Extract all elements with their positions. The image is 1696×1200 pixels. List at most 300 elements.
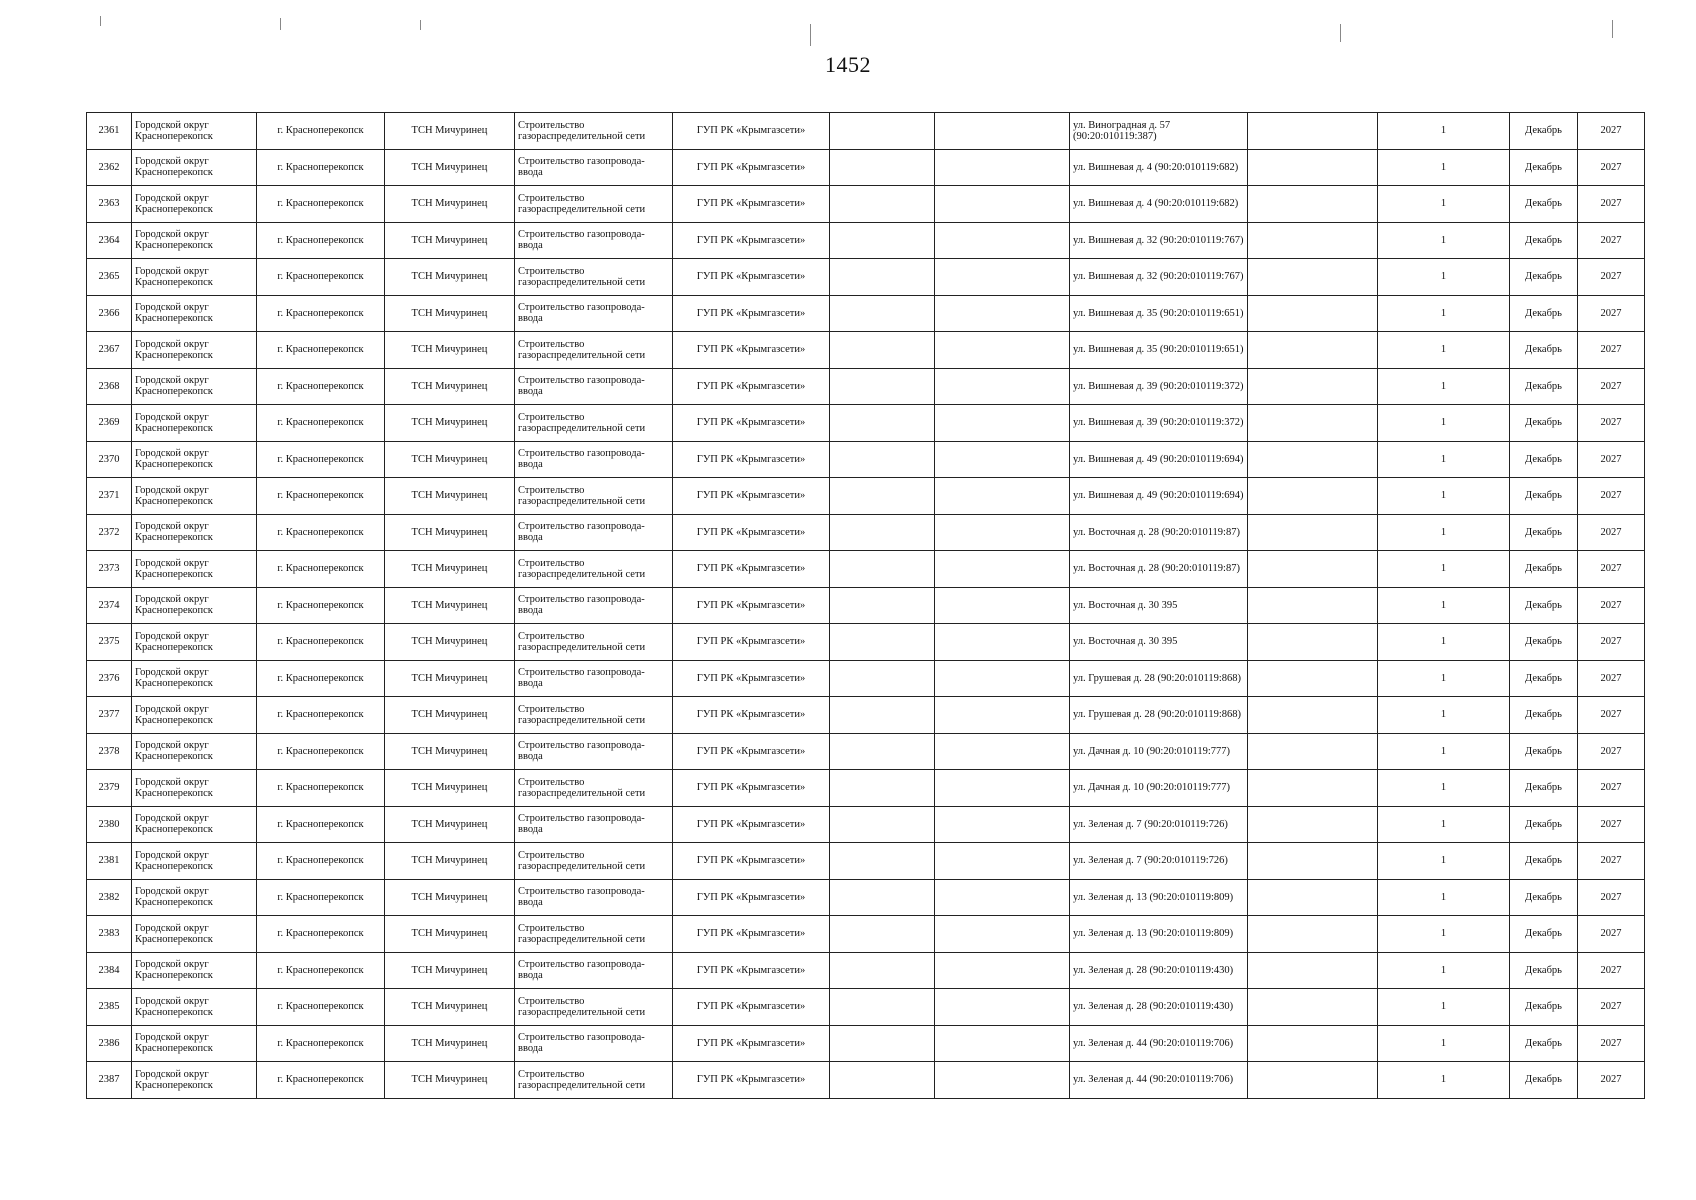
table-row: [87, 259, 1645, 296]
empty-cell: [1248, 733, 1378, 770]
year-cell: 2027: [1578, 843, 1645, 880]
empty-cell: [830, 660, 935, 697]
city-cell: г. Красноперекопск: [257, 989, 385, 1026]
month-cell: Декабрь: [1510, 879, 1578, 916]
city-cell: г. Красноперекопск: [257, 441, 385, 478]
empty-cell: [1248, 843, 1378, 880]
year-cell: 2027: [1578, 478, 1645, 515]
contractor-cell: ГУП РК «Крымгазсети»: [673, 551, 830, 588]
empty-cell: [1248, 697, 1378, 734]
partnership-cell: ТСН Мичуринец: [385, 478, 515, 515]
partnership-cell: ТСН Мичуринец: [385, 514, 515, 551]
table-row: [87, 332, 1645, 369]
address-cell: ул. Зеленая д. 28 (90:20:010119:430): [1070, 989, 1248, 1026]
empty-cell: [1248, 624, 1378, 661]
district-cell: Городской округ Красноперекопск: [132, 332, 257, 369]
district-cell: Городской округ Красноперекопск: [132, 587, 257, 624]
city-cell: г. Красноперекопск: [257, 113, 385, 150]
year-cell: 2027: [1578, 186, 1645, 223]
year-cell: 2027: [1578, 879, 1645, 916]
empty-cell: [935, 113, 1070, 150]
empty-cell: [935, 879, 1070, 916]
partnership-cell: ТСН Мичуринец: [385, 368, 515, 405]
district-cell: Городской округ Красноперекопск: [132, 660, 257, 697]
city-cell: г. Красноперекопск: [257, 295, 385, 332]
year-cell: 2027: [1578, 222, 1645, 259]
table-row: [87, 697, 1645, 734]
page-number: 1452: [825, 52, 871, 77]
empty-cell: [830, 733, 935, 770]
table-row: [87, 843, 1645, 880]
scan-mark: [810, 24, 811, 46]
work-type-cell: Строительство газопровода-ввода: [515, 879, 673, 916]
city-cell: г. Красноперекопск: [257, 660, 385, 697]
empty-cell: [935, 149, 1070, 186]
quantity-cell: 1: [1378, 551, 1510, 588]
empty-cell: [935, 1025, 1070, 1062]
address-cell: ул. Восточная д. 30 395: [1070, 587, 1248, 624]
district-cell: Городской округ Красноперекопск: [132, 624, 257, 661]
quantity-cell: 1: [1378, 587, 1510, 624]
district-cell: Городской округ Красноперекопск: [132, 952, 257, 989]
empty-cell: [830, 989, 935, 1026]
year-cell: 2027: [1578, 113, 1645, 150]
month-cell: Декабрь: [1510, 113, 1578, 150]
address-cell: ул. Вишневая д. 32 (90:20:010119:767): [1070, 259, 1248, 296]
quantity-cell: 1: [1378, 989, 1510, 1026]
work-type-cell: Строительство газопровода-ввода: [515, 368, 673, 405]
address-cell: ул. Вишневая д. 39 (90:20:010119:372): [1070, 368, 1248, 405]
empty-cell: [1248, 916, 1378, 953]
year-cell: 2027: [1578, 660, 1645, 697]
month-cell: Декабрь: [1510, 405, 1578, 442]
month-cell: Декабрь: [1510, 222, 1578, 259]
table-row: [87, 952, 1645, 989]
row-number-cell: 2383: [87, 916, 132, 953]
table-row: [87, 149, 1645, 186]
month-cell: Декабрь: [1510, 916, 1578, 953]
empty-cell: [935, 551, 1070, 588]
contractor-cell: ГУП РК «Крымгазсети»: [673, 368, 830, 405]
year-cell: 2027: [1578, 952, 1645, 989]
partnership-cell: ТСН Мичуринец: [385, 259, 515, 296]
table-row: [87, 660, 1645, 697]
row-number-cell: 2384: [87, 952, 132, 989]
year-cell: 2027: [1578, 332, 1645, 369]
address-cell: ул. Восточная д. 30 395: [1070, 624, 1248, 661]
address-cell: ул. Восточная д. 28 (90:20:010119:87): [1070, 514, 1248, 551]
table-row: [87, 514, 1645, 551]
empty-cell: [1248, 186, 1378, 223]
district-cell: Городской округ Красноперекопск: [132, 733, 257, 770]
quantity-cell: 1: [1378, 405, 1510, 442]
year-cell: 2027: [1578, 697, 1645, 734]
month-cell: Декабрь: [1510, 989, 1578, 1026]
contractor-cell: ГУП РК «Крымгазсети»: [673, 952, 830, 989]
quantity-cell: 1: [1378, 113, 1510, 150]
row-number-cell: 2373: [87, 551, 132, 588]
empty-cell: [935, 770, 1070, 807]
empty-cell: [935, 259, 1070, 296]
month-cell: Декабрь: [1510, 1025, 1578, 1062]
partnership-cell: ТСН Мичуринец: [385, 1062, 515, 1099]
row-number-cell: 2371: [87, 478, 132, 515]
contractor-cell: ГУП РК «Крымгазсети»: [673, 295, 830, 332]
partnership-cell: ТСН Мичуринец: [385, 587, 515, 624]
contractor-cell: ГУП РК «Крымгазсети»: [673, 697, 830, 734]
empty-cell: [830, 222, 935, 259]
city-cell: г. Красноперекопск: [257, 733, 385, 770]
month-cell: Декабрь: [1510, 660, 1578, 697]
quantity-cell: 1: [1378, 332, 1510, 369]
empty-cell: [935, 952, 1070, 989]
quantity-cell: 1: [1378, 806, 1510, 843]
work-type-cell: Строительство газопровода-ввода: [515, 1025, 673, 1062]
empty-cell: [830, 478, 935, 515]
partnership-cell: ТСН Мичуринец: [385, 952, 515, 989]
empty-cell: [830, 843, 935, 880]
table-row: [87, 551, 1645, 588]
empty-cell: [1248, 332, 1378, 369]
city-cell: г. Красноперекопск: [257, 916, 385, 953]
contractor-cell: ГУП РК «Крымгазсети»: [673, 259, 830, 296]
district-cell: Городской округ Красноперекопск: [132, 405, 257, 442]
table-body: [87, 113, 1645, 1099]
row-number-cell: 2377: [87, 697, 132, 734]
district-cell: Городской округ Красноперекопск: [132, 697, 257, 734]
address-cell: ул. Вишневая д. 32 (90:20:010119:767): [1070, 222, 1248, 259]
table-row: [87, 1062, 1645, 1099]
register-table: [86, 112, 1645, 1099]
empty-cell: [1248, 1062, 1378, 1099]
contractor-cell: ГУП РК «Крымгазсети»: [673, 624, 830, 661]
empty-cell: [830, 368, 935, 405]
row-number-cell: 2363: [87, 186, 132, 223]
empty-cell: [830, 295, 935, 332]
year-cell: 2027: [1578, 295, 1645, 332]
contractor-cell: ГУП РК «Крымгазсети»: [673, 222, 830, 259]
city-cell: г. Красноперекопск: [257, 697, 385, 734]
year-cell: 2027: [1578, 624, 1645, 661]
month-cell: Декабрь: [1510, 551, 1578, 588]
row-number-cell: 2366: [87, 295, 132, 332]
year-cell: 2027: [1578, 368, 1645, 405]
row-number-cell: 2368: [87, 368, 132, 405]
table-row: [87, 806, 1645, 843]
empty-cell: [830, 624, 935, 661]
month-cell: Декабрь: [1510, 952, 1578, 989]
table-row: [87, 405, 1645, 442]
district-cell: Городской округ Красноперекопск: [132, 989, 257, 1026]
table-row: [87, 989, 1645, 1026]
quantity-cell: 1: [1378, 843, 1510, 880]
address-cell: ул. Виноградная д. 57 (90:20:010119:387): [1070, 113, 1248, 150]
partnership-cell: ТСН Мичуринец: [385, 1025, 515, 1062]
work-type-cell: Строительство газопровода-ввода: [515, 222, 673, 259]
partnership-cell: ТСН Мичуринец: [385, 222, 515, 259]
empty-cell: [1248, 113, 1378, 150]
contractor-cell: ГУП РК «Крымгазсети»: [673, 1025, 830, 1062]
partnership-cell: ТСН Мичуринец: [385, 624, 515, 661]
empty-cell: [935, 405, 1070, 442]
work-type-cell: Строительство газопровода-ввода: [515, 733, 673, 770]
row-number-cell: 2379: [87, 770, 132, 807]
empty-cell: [935, 587, 1070, 624]
empty-cell: [830, 259, 935, 296]
year-cell: 2027: [1578, 514, 1645, 551]
empty-cell: [1248, 587, 1378, 624]
city-cell: г. Красноперекопск: [257, 222, 385, 259]
city-cell: г. Красноперекопск: [257, 149, 385, 186]
empty-cell: [935, 697, 1070, 734]
row-number-cell: 2361: [87, 113, 132, 150]
district-cell: Городской округ Красноперекопск: [132, 478, 257, 515]
city-cell: г. Красноперекопск: [257, 587, 385, 624]
table-row: [87, 733, 1645, 770]
year-cell: 2027: [1578, 1025, 1645, 1062]
month-cell: Декабрь: [1510, 441, 1578, 478]
empty-cell: [935, 806, 1070, 843]
district-cell: Городской округ Красноперекопск: [132, 1062, 257, 1099]
empty-cell: [935, 916, 1070, 953]
empty-cell: [1248, 952, 1378, 989]
month-cell: Декабрь: [1510, 843, 1578, 880]
address-cell: ул. Вишневая д. 4 (90:20:010119:682): [1070, 186, 1248, 223]
empty-cell: [1248, 149, 1378, 186]
month-cell: Декабрь: [1510, 332, 1578, 369]
table-row: [87, 295, 1645, 332]
city-cell: г. Красноперекопск: [257, 1062, 385, 1099]
address-cell: ул. Дачная д. 10 (90:20:010119:777): [1070, 770, 1248, 807]
work-type-cell: Строительство газопровода-ввода: [515, 149, 673, 186]
row-number-cell: 2376: [87, 660, 132, 697]
contractor-cell: ГУП РК «Крымгазсети»: [673, 149, 830, 186]
row-number-cell: 2382: [87, 879, 132, 916]
address-cell: ул. Грушевая д. 28 (90:20:010119:868): [1070, 660, 1248, 697]
empty-cell: [830, 587, 935, 624]
contractor-cell: ГУП РК «Крымгазсети»: [673, 332, 830, 369]
city-cell: г. Красноперекопск: [257, 405, 385, 442]
city-cell: г. Красноперекопск: [257, 259, 385, 296]
empty-cell: [830, 879, 935, 916]
contractor-cell: ГУП РК «Крымгазсети»: [673, 806, 830, 843]
empty-cell: [830, 149, 935, 186]
empty-cell: [1248, 478, 1378, 515]
partnership-cell: ТСН Мичуринец: [385, 806, 515, 843]
work-type-cell: Строительство газопровода-ввода: [515, 587, 673, 624]
work-type-cell: Строительство газораспределительной сети: [515, 697, 673, 734]
work-type-cell: Строительство газораспределительной сети: [515, 989, 673, 1026]
contractor-cell: ГУП РК «Крымгазсети»: [673, 186, 830, 223]
work-type-cell: Строительство газораспределительной сети: [515, 332, 673, 369]
empty-cell: [1248, 405, 1378, 442]
table-row: [87, 368, 1645, 405]
table-row: [87, 916, 1645, 953]
address-cell: ул. Вишневая д. 35 (90:20:010119:651): [1070, 332, 1248, 369]
address-cell: ул. Вишневая д. 49 (90:20:010119:694): [1070, 478, 1248, 515]
empty-cell: [935, 186, 1070, 223]
city-cell: г. Красноперекопск: [257, 478, 385, 515]
address-cell: ул. Зеленая д. 44 (90:20:010119:706): [1070, 1062, 1248, 1099]
month-cell: Декабрь: [1510, 149, 1578, 186]
month-cell: Декабрь: [1510, 733, 1578, 770]
row-number-cell: 2381: [87, 843, 132, 880]
table-row: [87, 587, 1645, 624]
empty-cell: [830, 514, 935, 551]
empty-cell: [830, 405, 935, 442]
contractor-cell: ГУП РК «Крымгазсети»: [673, 587, 830, 624]
work-type-cell: Строительство газораспределительной сети: [515, 478, 673, 515]
scan-mark: [420, 20, 421, 30]
month-cell: Декабрь: [1510, 514, 1578, 551]
empty-cell: [1248, 368, 1378, 405]
city-cell: г. Красноперекопск: [257, 186, 385, 223]
year-cell: 2027: [1578, 587, 1645, 624]
city-cell: г. Красноперекопск: [257, 551, 385, 588]
empty-cell: [1248, 879, 1378, 916]
month-cell: Декабрь: [1510, 295, 1578, 332]
empty-cell: [1248, 259, 1378, 296]
month-cell: Декабрь: [1510, 624, 1578, 661]
district-cell: Городской округ Красноперекопск: [132, 1025, 257, 1062]
quantity-cell: 1: [1378, 259, 1510, 296]
contractor-cell: ГУП РК «Крымгазсети»: [673, 514, 830, 551]
address-cell: ул. Дачная д. 10 (90:20:010119:777): [1070, 733, 1248, 770]
address-cell: ул. Вишневая д. 49 (90:20:010119:694): [1070, 441, 1248, 478]
partnership-cell: ТСН Мичуринец: [385, 332, 515, 369]
work-type-cell: Строительство газопровода-ввода: [515, 295, 673, 332]
contractor-cell: ГУП РК «Крымгазсети»: [673, 770, 830, 807]
district-cell: Городской округ Красноперекопск: [132, 514, 257, 551]
empty-cell: [830, 916, 935, 953]
empty-cell: [935, 514, 1070, 551]
scan-mark: [1612, 20, 1613, 38]
month-cell: Декабрь: [1510, 259, 1578, 296]
work-type-cell: Строительство газораспределительной сети: [515, 259, 673, 296]
district-cell: Городской округ Красноперекопск: [132, 770, 257, 807]
quantity-cell: 1: [1378, 624, 1510, 661]
address-cell: ул. Зеленая д. 7 (90:20:010119:726): [1070, 843, 1248, 880]
month-cell: Декабрь: [1510, 186, 1578, 223]
empty-cell: [935, 624, 1070, 661]
district-cell: Городской округ Красноперекопск: [132, 259, 257, 296]
address-cell: ул. Вишневая д. 39 (90:20:010119:372): [1070, 405, 1248, 442]
work-type-cell: Строительство газораспределительной сети: [515, 843, 673, 880]
partnership-cell: ТСН Мичуринец: [385, 405, 515, 442]
city-cell: г. Красноперекопск: [257, 770, 385, 807]
empty-cell: [935, 332, 1070, 369]
quantity-cell: 1: [1378, 295, 1510, 332]
table-row: [87, 624, 1645, 661]
year-cell: 2027: [1578, 441, 1645, 478]
row-number-cell: 2367: [87, 332, 132, 369]
empty-cell: [1248, 806, 1378, 843]
year-cell: 2027: [1578, 989, 1645, 1026]
quantity-cell: 1: [1378, 1062, 1510, 1099]
row-number-cell: 2378: [87, 733, 132, 770]
contractor-cell: ГУП РК «Крымгазсети»: [673, 879, 830, 916]
scan-mark: [100, 16, 101, 26]
empty-cell: [935, 660, 1070, 697]
address-cell: ул. Зеленая д. 44 (90:20:010119:706): [1070, 1025, 1248, 1062]
empty-cell: [1248, 1025, 1378, 1062]
empty-cell: [935, 222, 1070, 259]
empty-cell: [830, 186, 935, 223]
row-number-cell: 2385: [87, 989, 132, 1026]
empty-cell: [830, 332, 935, 369]
district-cell: Городской округ Красноперекопск: [132, 441, 257, 478]
work-type-cell: Строительство газопровода-ввода: [515, 806, 673, 843]
address-cell: ул. Вишневая д. 35 (90:20:010119:651): [1070, 295, 1248, 332]
empty-cell: [1248, 222, 1378, 259]
work-type-cell: Строительство газораспределительной сети: [515, 186, 673, 223]
year-cell: 2027: [1578, 405, 1645, 442]
district-cell: Городской округ Красноперекопск: [132, 551, 257, 588]
quantity-cell: 1: [1378, 1025, 1510, 1062]
work-type-cell: Строительство газораспределительной сети: [515, 551, 673, 588]
district-cell: Городской округ Красноперекопск: [132, 113, 257, 150]
empty-cell: [935, 441, 1070, 478]
work-type-cell: Строительство газопровода-ввода: [515, 514, 673, 551]
table-row: [87, 478, 1645, 515]
contractor-cell: ГУП РК «Крымгазсети»: [673, 1062, 830, 1099]
empty-cell: [830, 113, 935, 150]
address-cell: ул. Вишневая д. 4 (90:20:010119:682): [1070, 149, 1248, 186]
scan-mark: [1340, 24, 1341, 42]
table-row: [87, 1025, 1645, 1062]
table-row: [87, 441, 1645, 478]
quantity-cell: 1: [1378, 186, 1510, 223]
month-cell: Декабрь: [1510, 806, 1578, 843]
empty-cell: [1248, 770, 1378, 807]
contractor-cell: ГУП РК «Крымгазсети»: [673, 113, 830, 150]
empty-cell: [830, 1025, 935, 1062]
empty-cell: [1248, 295, 1378, 332]
district-cell: Городской округ Красноперекопск: [132, 806, 257, 843]
quantity-cell: 1: [1378, 697, 1510, 734]
partnership-cell: ТСН Мичуринец: [385, 733, 515, 770]
quantity-cell: 1: [1378, 916, 1510, 953]
month-cell: Декабрь: [1510, 587, 1578, 624]
empty-cell: [1248, 441, 1378, 478]
year-cell: 2027: [1578, 770, 1645, 807]
row-number-cell: 2362: [87, 149, 132, 186]
district-cell: Городской округ Красноперекопск: [132, 222, 257, 259]
row-number-cell: 2375: [87, 624, 132, 661]
year-cell: 2027: [1578, 551, 1645, 588]
empty-cell: [1248, 551, 1378, 588]
city-cell: г. Красноперекопск: [257, 1025, 385, 1062]
year-cell: 2027: [1578, 259, 1645, 296]
year-cell: 2027: [1578, 916, 1645, 953]
month-cell: Декабрь: [1510, 697, 1578, 734]
year-cell: 2027: [1578, 1062, 1645, 1099]
empty-cell: [935, 843, 1070, 880]
partnership-cell: ТСН Мичуринец: [385, 879, 515, 916]
work-type-cell: Строительство газопровода-ввода: [515, 660, 673, 697]
work-type-cell: Строительство газораспределительной сети: [515, 770, 673, 807]
quantity-cell: 1: [1378, 733, 1510, 770]
month-cell: Декабрь: [1510, 1062, 1578, 1099]
address-cell: ул. Зеленая д. 7 (90:20:010119:726): [1070, 806, 1248, 843]
empty-cell: [830, 441, 935, 478]
city-cell: г. Красноперекопск: [257, 879, 385, 916]
partnership-cell: ТСН Мичуринец: [385, 660, 515, 697]
year-cell: 2027: [1578, 806, 1645, 843]
city-cell: г. Красноперекопск: [257, 514, 385, 551]
table-row: [87, 113, 1645, 150]
month-cell: Декабрь: [1510, 770, 1578, 807]
